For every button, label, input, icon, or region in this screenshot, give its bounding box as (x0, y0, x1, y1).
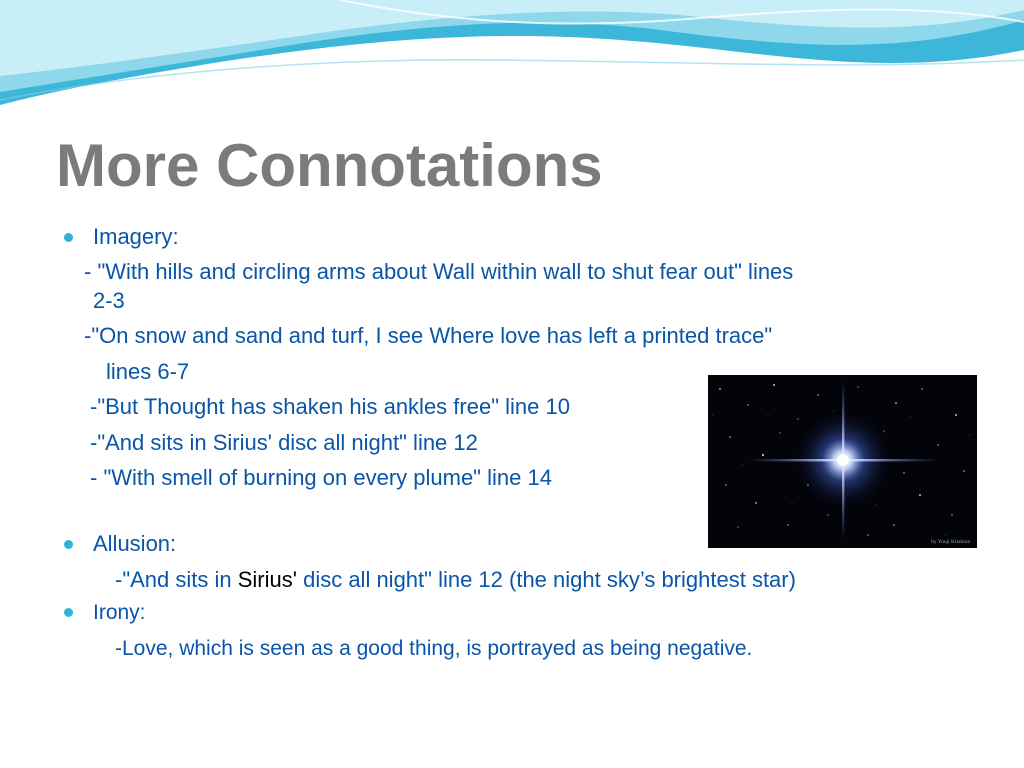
slide-title: More Connotations (56, 132, 603, 199)
irony-line: -Love, which is seen as a good thing, is portrayed as being negative. (115, 637, 753, 660)
imagery-line-2-cont: lines 6-7 (106, 359, 190, 384)
imagery-line-5: - "With smell of burning on every plume" line 14 (90, 465, 552, 490)
bullet-imagery (64, 233, 73, 242)
header-wave-decoration (0, 0, 1024, 120)
allusion-line-prefix: -"And sits in (115, 567, 238, 592)
bullet-allusion (64, 540, 73, 549)
imagery-line-4: -"And sits in Sirius' disc all night" line 12 (90, 430, 478, 455)
imagery-line-3: -"But Thought has shaken his ankles free" line 10 (90, 394, 570, 419)
imagery-line-1-cont: 2-3 (93, 288, 125, 313)
bullet-irony (64, 608, 73, 617)
allusion-line (115, 567, 796, 593)
irony-label: Irony: (93, 601, 146, 624)
imagery-label: Imagery: (93, 224, 179, 249)
image-credit: by Yuuji Kitahara (931, 539, 970, 545)
imagery-line-2: -"On snow and sand and turf, I see Where love has left a printed trace" (84, 323, 773, 348)
sirius-star-image (708, 375, 977, 548)
allusion-line-suffix: disc all night" line 12 (the night sky’s brightest star) (296, 567, 796, 592)
imagery-line-1: - "With hills and circling arms about Wall within wall to shut fear out" lines (84, 259, 794, 284)
allusion-label: Allusion: (93, 531, 177, 556)
allusion-highlight-sirius: Sirius' (237, 567, 297, 592)
